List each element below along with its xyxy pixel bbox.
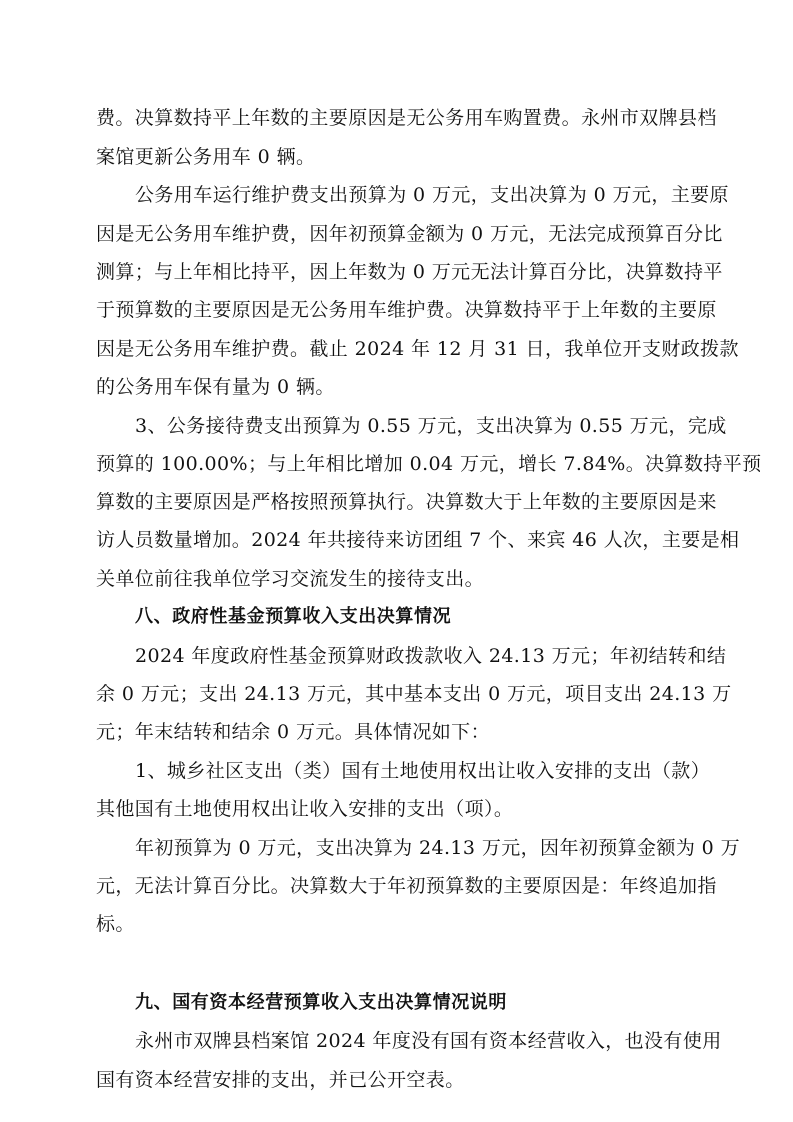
text-line: 2024 年度政府性基金预算财政拨款收入 24.13 万元；年初结转和结 bbox=[135, 645, 727, 667]
text-line: 国有资本经营安排的支出，并已公开空表。 bbox=[96, 1069, 465, 1091]
text-line: 1、城乡社区支出（类）国有土地使用权出让收入安排的支出（款） bbox=[135, 760, 711, 782]
text-line: 算数的主要原因是严格按照预算执行。决算数大于上年数的主要原因是来 bbox=[96, 491, 717, 513]
text-line: 3、公务接待费支出预算为 0.55 万元，支出决算为 0.55 万元，完成 bbox=[135, 415, 727, 437]
section-heading-9: 九、国有资本经营预算收入支出决算情况说明 bbox=[135, 992, 507, 1013]
text-line: 其他国有土地使用权出让收入安排的支出（项）。 bbox=[96, 798, 514, 820]
text-line: 预算的 100.00%；与上年相比增加 0.04 万元，增长 7.84%。决算数持平预 bbox=[96, 453, 762, 475]
text-line: 于预算数的主要原因是无公务用车维护费。决算数持平于上年数的主要原 bbox=[96, 299, 717, 321]
text-line: 年初预算为 0 万元，支出决算为 24.13 万元，因年初预算金额为 0 万 bbox=[135, 837, 741, 859]
section-heading-8: 八、政府性基金预算收入支出决算情况 bbox=[135, 606, 452, 627]
text-line: 公务用车运行维护费支出预算为 0 万元，支出决算为 0 万元，主要原 bbox=[135, 184, 729, 206]
text-line: 因是无公务用车维护费，因年初预算金额为 0 万元，无法完成预算百分比 bbox=[96, 223, 723, 245]
text-line: 的公务用车保有量为 0 辆。 bbox=[96, 376, 335, 398]
text-line: 关单位前往我单位学习交流发生的接待支出。 bbox=[96, 568, 485, 590]
text-line: 元，无法计算百分比。决算数大于年初预算数的主要原因是：年终追加指 bbox=[96, 875, 717, 897]
text-line: 元；年末结转和结余 0 万元。具体情况如下： bbox=[96, 721, 490, 743]
text-line: 费。决算数持平上年数的主要原因是无公务用车购置费。永州市双牌县档 bbox=[96, 107, 717, 129]
text-line: 余 0 万元；支出 24.13 万元，其中基本支出 0 万元，项目支出 24.13 万 bbox=[96, 683, 732, 705]
text-line: 案馆更新公务用车 0 辆。 bbox=[96, 146, 316, 168]
text-line: 标。 bbox=[96, 913, 135, 935]
text-line: 因是无公务用车维护费。截止 2024 年 12 月 31 日，我单位开支财政拨款 bbox=[96, 338, 739, 360]
text-line: 测算；与上年相比持平，因上年数为 0 万元无法计算百分比，决算数持平 bbox=[96, 261, 723, 283]
text-line: 访人员数量增加。2024 年共接待来访团组 7 个、来宾 46 人次，主要是相 bbox=[96, 529, 740, 551]
text-line: 永州市双牌县档案馆 2024 年度没有国有资本经营收入，也没有使用 bbox=[135, 1030, 722, 1052]
